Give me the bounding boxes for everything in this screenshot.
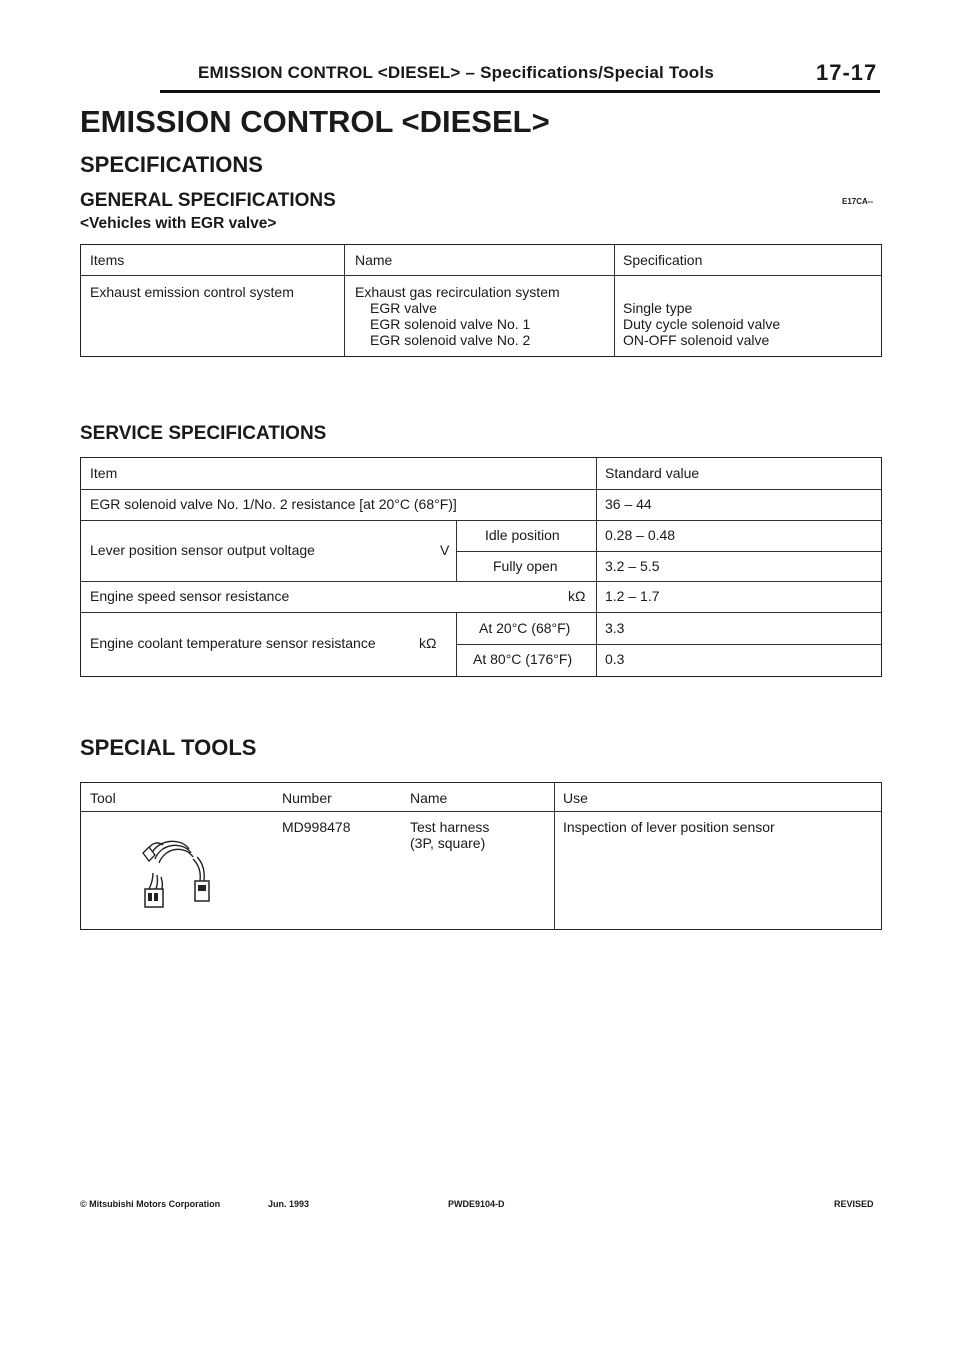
col-header-name: Name [355, 252, 393, 268]
coolant-20c-value: 3.3 [605, 620, 625, 636]
lever-sensor-item: Lever position sensor output voltage [90, 542, 315, 558]
coolant-sensor-unit: kΩ [419, 635, 437, 651]
coolant-sensor-item: Engine coolant temperature sensor resistance [90, 635, 376, 651]
row-spec-1: Single type [623, 300, 693, 316]
tool-use: Inspection of lever position sensor [563, 819, 775, 835]
coolant-80c-condition: At 80°C (176°F) [473, 651, 573, 667]
footer-date: Jun. 1993 [268, 1199, 310, 1209]
lever-idle-value: 0.28 – 0.48 [605, 527, 676, 543]
tool-name-line-1: Test harness [410, 819, 490, 835]
engine-speed-item: Engine speed sensor resistance [90, 588, 290, 604]
footer-doc-number: PWDE9104-D [448, 1199, 505, 1209]
tool-number: MD998478 [282, 819, 351, 835]
col-header-use: Use [563, 790, 588, 806]
page-number: 17-17 [816, 60, 878, 85]
egr-resistance-item: EGR solenoid valve No. 1/No. 2 resistance [at 20°C (68°F)] [90, 496, 457, 512]
vehicle-subheading: <Vehicles with EGR valve> [80, 215, 277, 232]
coolant-20c-condition: At 20°C (68°F) [479, 620, 571, 636]
engine-speed-unit: kΩ [568, 588, 586, 604]
special-tools-heading: SPECIAL TOOLS [80, 735, 257, 760]
engine-speed-value: 1.2 – 1.7 [605, 588, 660, 604]
special-tools-table [80, 782, 882, 930]
footer-copyright: © Mitsubishi Motors Corporation [80, 1199, 221, 1209]
col-header-standard-value: Standard value [605, 465, 700, 481]
page-title: EMISSION CONTROL <DIESEL> [80, 104, 550, 139]
specifications-heading: SPECIFICATIONS [80, 152, 263, 177]
general-spec-table [80, 244, 882, 357]
col-header-items: Items [90, 252, 125, 268]
general-specifications-heading: GENERAL SPECIFICATIONS [80, 190, 336, 211]
coolant-80c-value: 0.3 [605, 651, 625, 667]
row-name-4: EGR solenoid valve No. 2 [370, 332, 531, 348]
tool-name-line-2: (3P, square) [410, 835, 486, 851]
col-header-tool: Tool [90, 790, 116, 806]
col-header-name: Name [410, 790, 448, 806]
test-harness-illustration [137, 833, 227, 913]
lever-sensor-unit: V [440, 542, 450, 558]
row-item: Exhaust emission control system [90, 284, 294, 300]
egr-resistance-value: 36 – 44 [605, 496, 652, 512]
service-spec-table [80, 457, 882, 677]
col-header-specification: Specification [623, 252, 703, 268]
running-header-title: EMISSION CONTROL <DIESEL> – Specifications/Special Tools [198, 63, 714, 82]
row-name-2: EGR valve [370, 300, 437, 316]
row-name-1: Exhaust gas recirculation system [355, 284, 560, 300]
harness-icon [137, 833, 227, 913]
footer-status: REVISED [834, 1199, 874, 1209]
row-spec-3: ON-OFF solenoid valve [623, 332, 770, 348]
section-code: E17CA-- [842, 197, 874, 206]
col-header-number: Number [282, 790, 332, 806]
service-specifications-heading: SERVICE SPECIFICATIONS [80, 423, 327, 444]
lever-open-value: 3.2 – 5.5 [605, 558, 660, 574]
lever-idle-condition: Idle position [485, 527, 560, 543]
lever-open-condition: Fully open [493, 558, 558, 574]
header-rule [160, 90, 880, 93]
col-header-item: Item [90, 465, 118, 481]
row-name-3: EGR solenoid valve No. 1 [370, 316, 531, 332]
row-spec-2: Duty cycle solenoid valve [623, 316, 781, 332]
